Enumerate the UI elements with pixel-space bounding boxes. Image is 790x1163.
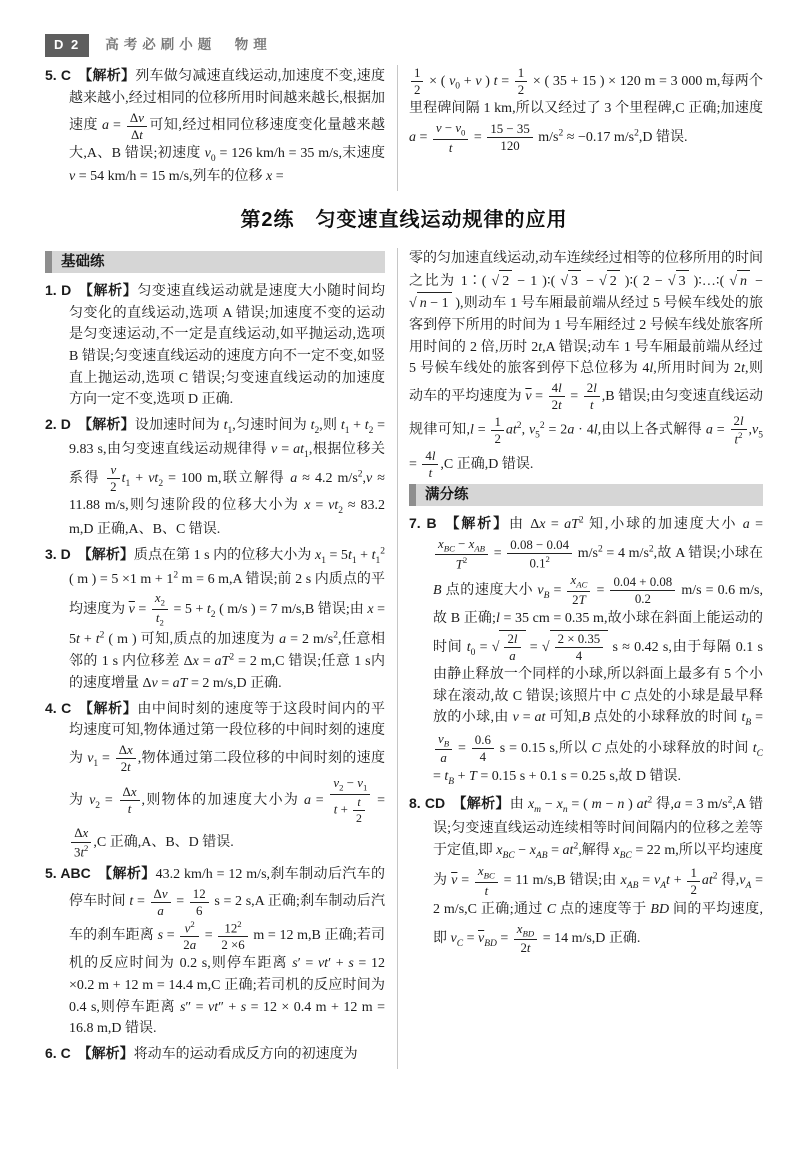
question-number-answer: 5. C bbox=[45, 67, 71, 84]
right-column bbox=[397, 248, 763, 1069]
question-number-answer: 3. D bbox=[45, 545, 71, 562]
solution-text: 【解析】由中间时刻的速度等于这段时间内的平均速度可知,物体通过第一段位移的中间时刻的速度为 $v_1$ = $\frac{\Delta x}{2t}$ ,物体通过第二段位移的中间时刻的速度为 $v_2$ = $\frac{\Delta x}{t}$ ,则物体的加速度大小为 a = $v_2 - v_1$ t + $\frac{t}{2}$ = $\frac{\Delta x}{3t^2}$ ,C 正确,A、B、D 错误. bbox=[69, 699, 386, 859]
badge-accent-bar bbox=[409, 484, 416, 506]
question-number-answer: 8. CD bbox=[409, 795, 446, 811]
solution-item-2 bbox=[45, 414, 385, 540]
solution-text: 【解析】设加速时间为 $t_1$,匀速时间为 $t_2$,则 $t_1 + t_2 = 9.83$ s,由匀变速直线运动规律得 $v = at_1$,根据位移关系得 $\frac{v}{2}$ $t_1 + vt_2 = 100$ m,联立解得 a ≈ 4.2 $m/s^2,v \approx 11.88$ m/s,则匀速阶段的位移大小为 $x = vt_2 \approx 83.2$ m,D 正确,A、B、C 错误. bbox=[69, 416, 385, 537]
solution-text: 【解析】43.2 km/h = 12 m/s,刹车制动后汽车的停车时间 t = $\frac{\Delta v}{a}$ = $\frac{12}{6}$ s = 2 s,A 正确;刹车制动后汽车的刹车距离 s = $\frac{v^2}{2a}$ = $\frac{12^2}{2 \times 6}$ m = 12 m,B 正确;若司机的反应时间为 0.2 s,则停车距离 s′ = vt′ + s = 12 ×0.2 m + 12 m = 14.4 m,C 正确;若司机的反应时间为 0.4 s,则停车距离 s″ = vt″ + s = 12 × 0.4 m + 12 m = 16.8 m,D 错误. bbox=[69, 864, 386, 1037]
solution-text: 【解析】将动车的运动看成反方向的初速度为 bbox=[77, 1045, 358, 1063]
badge-accent-bar bbox=[45, 251, 52, 273]
solution-item-8 bbox=[409, 793, 763, 956]
solution-item-6 bbox=[45, 1043, 385, 1066]
solution-item-6-continued: 零的匀加速直线运动,动车连续经过相等的位移所用的时间之比为 1∶( √ 2 − 1 )∶( √ 3 − √ 2 )∶( 2 − √ 3 )∶…∶( √ n − √ n − 1 ),则动车 1 号车厢最前端从经过 5 号候车线处的旅客到停下所用的时间为 1 号车厢经过 2 号候车线处旅客所用时间的 2 倍,历时 2t,A 错误;动车 1 号车厢最前端从经过 5 号候车线处的旅客到停下总位移为 4l,所用时间为 2t,则动车的平均速度为 $\overline{v}$ = $\frac{4l}{2t}$ = $\frac{2l}{t}$ ,B 错误;由匀变速直线运动规律可知,l = $\frac{1}{2}$ $at^2$, $v_5^2 = 2a \cdot 4l$,由以上各式解得 a = $\frac{2l}{t^2}$ $,v_5$ = $\frac{4l}{t}$ ,C 正确,D 错误. bbox=[409, 250, 764, 480]
question-number-answer: 1. D bbox=[45, 281, 72, 298]
answers-body bbox=[45, 248, 763, 1069]
left-column bbox=[45, 248, 397, 1069]
section-badge-full bbox=[409, 484, 763, 506]
solution-text: 【解析】由 $x_m - x_n$ = ( m − n ) $at^2$ 得,a = 3 $m/s^2,A$ 错误;匀变速直线运动连续相等时间间隔内的位移之差等于定值,即 $x_{BC} - x_{AB} = at^2$,解得 $x_{BC} = 22$ m,所以平均速度为 $\overline{v}$ = $x_{BC}$ t = 11 m/s,B 错误;由 $x_{AB} = v_At$ + $\frac{1}{2}$ $at^2$ 得$,v_A = 2$ m/s,C 正确;通过 C 点的速度等于 BD 间的平均速度,即 $v_C = \overline{v}_{BD}$ = $x_{BD}$ 2t = 14 m/s,D 正确. bbox=[433, 795, 764, 956]
carryover-left-column bbox=[45, 65, 397, 191]
section-badge-label: 基础练 bbox=[61, 253, 105, 270]
solution-text: 【解析】质点在第 1 s 内的位移大小为 $x_1 = 5t_1 + t_1^2$ ( m ) = 5 ×1 $m + 1^2$ m = 6 m,A 错误;前 2 s 内质点的平均速度为 $\overline{v}$ = $\frac{x_2}{t_2}$ = $5 + t_2$ ( m/s ) = 7 m/s,B 错误;由 $x = 5t + t^2$ ( m ) 可知,质点的加速度为 a = 2 $m/s^2$,任意相邻的 1 s 内位移差 $\Delta x = aT^2 = 2$ m,C 错误;任意 1 s内的速度增量 Δv = aT = 2 m/s,D 正确. bbox=[69, 545, 386, 692]
page-header bbox=[45, 34, 763, 57]
question-number-answer: 5. ABC bbox=[45, 864, 91, 881]
solution-text: 【解析】列车做匀减速直线运动,加速度不变,速度越来越小,经过相同的位移所用时间越来越长,根据加速度 a = $\frac{\Delta v}{\Delta t}$ 可知,经过相同位移速度变化量越来越大,A、B 错误;初速度 $v_0 = 126$ km/h = 35 m/s,末速度 v = 54 km/h = 15 m/s,列车的位移 x = bbox=[69, 67, 386, 185]
section-badge-basic bbox=[45, 251, 385, 273]
solution-text-continued: $\frac{1}{2}$ × ( $v_0 + v$ ) t = $\frac{1}{2}$ × ( 35 + 15 ) × 120 m = 3 000 m,每两个里程碑间隔 1 km,所以又经过了 3 个里程碑,C 正确;加速度 a = $\frac{v - v_0}{t}$ = $\frac{15 - 35}{120}$ $m/s^2 \approx -0.17$ $m/s^2,D$ 错误. bbox=[409, 66, 763, 155]
solution-item-3 bbox=[45, 544, 385, 695]
question-number-answer: 6. C bbox=[45, 1045, 71, 1062]
book-title: 高考必刷小题 物理 bbox=[105, 37, 272, 53]
question-number-answer: 7. B bbox=[409, 514, 437, 531]
question-number-answer: 4. C bbox=[45, 699, 72, 716]
solution-item-5-basic bbox=[45, 863, 385, 1040]
question-number-answer: 2. D bbox=[45, 416, 71, 433]
solution-text: 【解析】由 $\Delta x = aT^2$ 知,小球的加速度大小 a = $x_{BC} - x_{AB}$ $T^2$ = $\frac{0.08 - 0.04}{0.1^2}$ $m/s^2 = 4$ $m/s^2$,故 A 错误;小球在 B 点的速度大小 $v_B$ = $x_{AC}$ 2T = $\frac{0.04 + 0.08}{0.2}$ m/s = 0.6 m/s,故 B 正确;l = 35 cm = 0.35 m,故小球在斜面上能运动的时间 $t_0$ = √ $\frac{2l}{a}$ = √ $\frac{2 \times 0.35}{4}$ s ≈ 0.42 s,由于每隔 0.1 s 由静止释放一个同样的小球,所以斜面上最多有 5 个小球在滚动,故 C 错误;该照片中 C 点处的小球是最早释放的小球,由 v = at 可知,B 点处的小球释放的时间 $t_B$ = $\frac{v_B}{a}$ = $\frac{0.6}{4}$ s = 0.15 s,所以 C 点处的小球释放的时间 $t_C = t_B + T = 0.15$ s + 0.1 s = 0.25 s,故 D 错误. bbox=[433, 514, 764, 788]
solution-text: 【解析】匀变速直线运动就是速度大小随时间均匀变化的直线运动,选项 A 错误;加速度不变的运动是匀变速运动,不一定是直线运动,如平抛运动,选项 B 错误;匀变速直线运动的速度方向不一定不变,如竖直上抛运动,选项 C 错误;匀变速直线运动的加速度方向一定不变,选项 D 正确. bbox=[69, 281, 385, 408]
carryover-section bbox=[45, 65, 763, 191]
solution-item-1 bbox=[45, 280, 385, 411]
carryover-right-column bbox=[397, 65, 763, 191]
solution-item-5 bbox=[45, 65, 385, 188]
lesson-title: 第2练 匀变速直线运动规律的应用 bbox=[240, 208, 568, 231]
solution-item-7 bbox=[409, 513, 763, 790]
page-number-badge: D 2 bbox=[45, 34, 89, 57]
section-badge-label: 满分练 bbox=[425, 486, 469, 503]
solution-item-4 bbox=[45, 698, 385, 860]
